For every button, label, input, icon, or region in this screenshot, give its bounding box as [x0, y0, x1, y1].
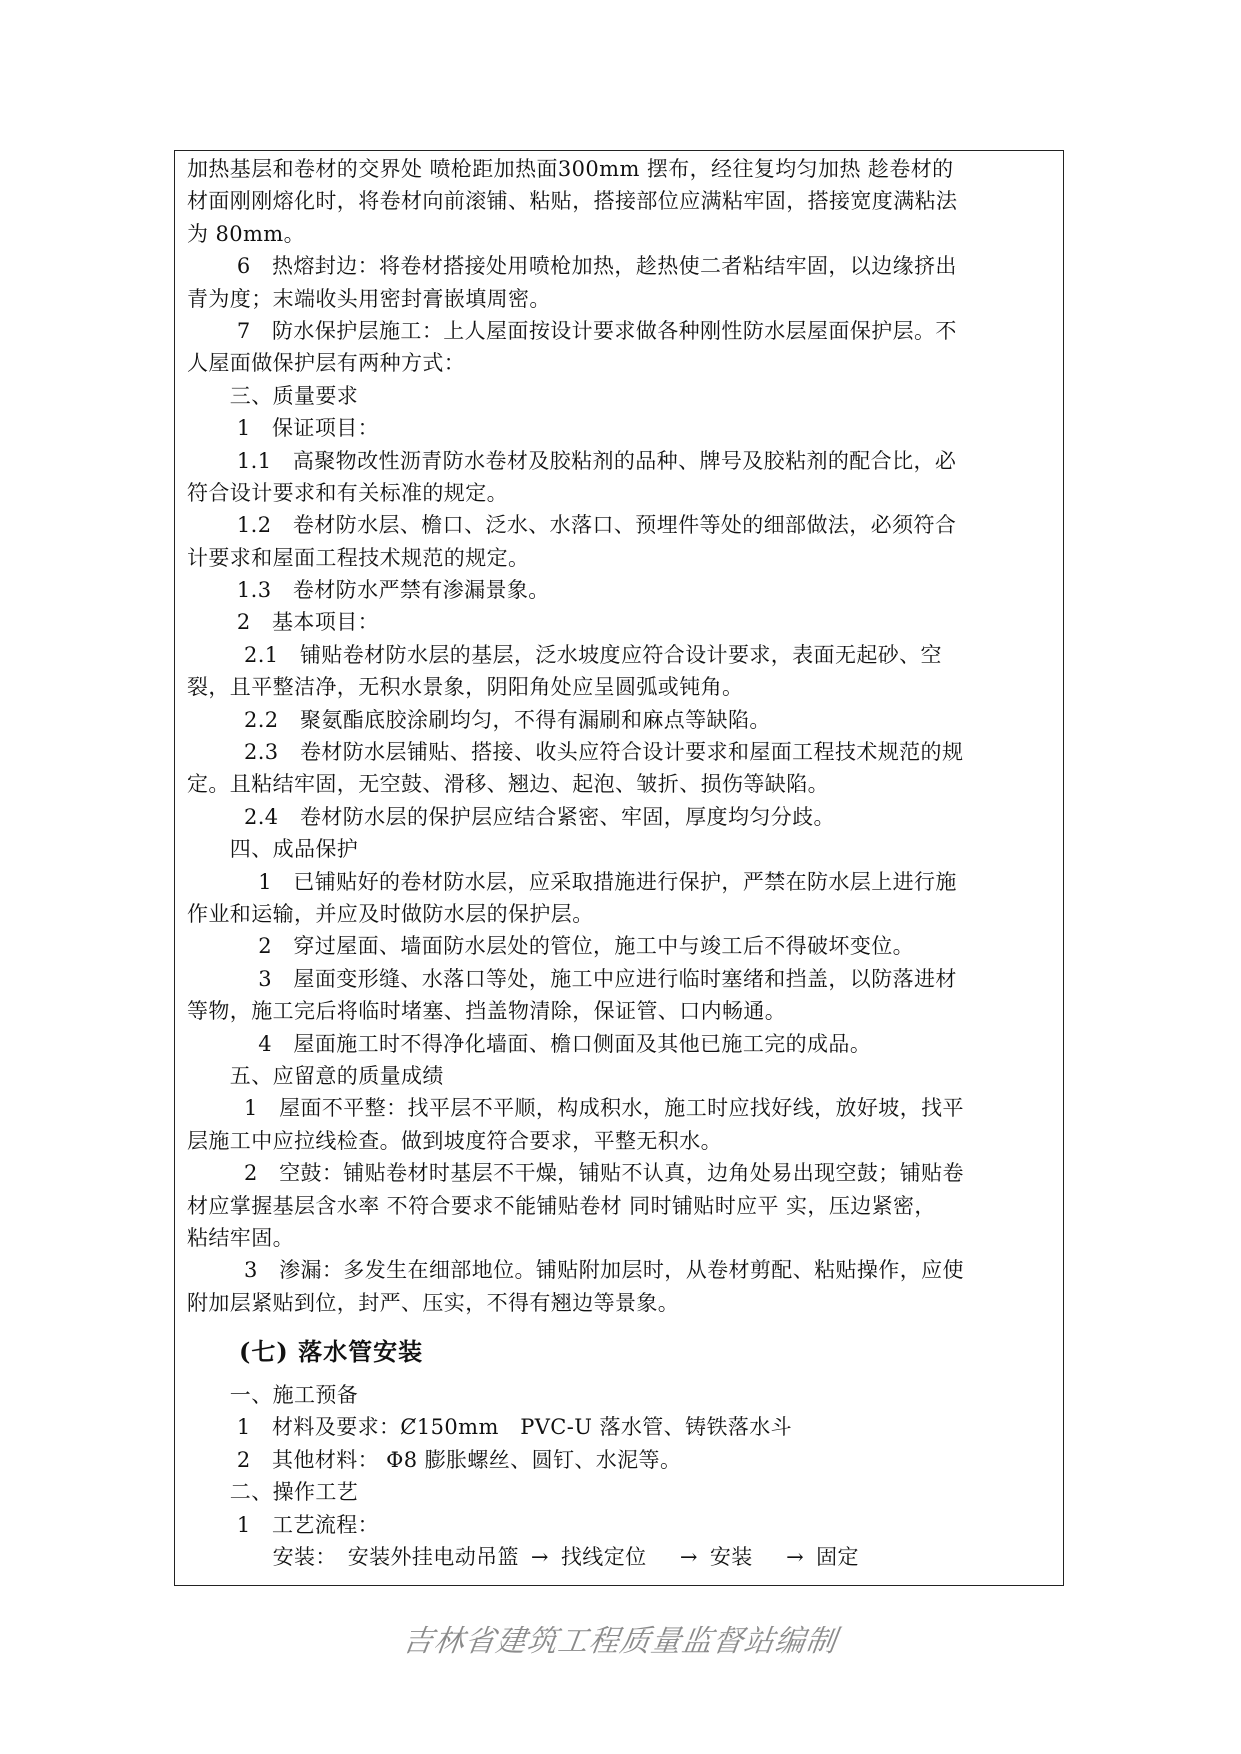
text-line: 为 80mm。: [187, 221, 306, 246]
text-line: 裂，且平整洁净，无积水景象，阴阳角处应呈圆弧或钝角。: [187, 675, 744, 700]
text-line: 二、操作工艺: [187, 1480, 359, 1505]
text-line: 一、施工预备: [187, 1383, 359, 1408]
footer-signature: 吉林省建筑工程质量监督站编制: [400, 1624, 840, 1659]
text-line: 2 穿过屋面、墙面防水层处的管位，施工中与竣工后不得破坏变位。: [187, 934, 915, 959]
flow-arrow: →: [786, 1545, 805, 1570]
text-line: 1.3 卷材防水严禁有渗漏景象。: [187, 578, 550, 603]
text-line: 1 工艺流程：: [187, 1512, 380, 1537]
text-line: 材面刚刚熔化时，将卷材向前滚铺、粘贴，搭接部位应满粘牢固，搭接宽度满粘法: [187, 189, 958, 214]
text-line: 2 其他材料： Φ8 膨胀螺丝、圆钉、水泥等。: [187, 1447, 682, 1472]
text-line: 1.1 高聚物改性沥青防水卷材及胶粘剂的品种、牌号及胶粘剂的配合比，必: [187, 448, 957, 473]
text-line: 3 屋面变形缝、水落口等处，施工中应进行临时塞绪和挡盖，以防落进材: [187, 966, 957, 991]
flow-arrow: →: [530, 1545, 549, 1570]
text-line: 层施工中应拉线检查。做到坡度符合要求，平整无积水。: [187, 1128, 722, 1153]
text-line: 定。且粘结牢固，无空鼓、滑移、翘边、起泡、皱折、损伤等缺陷。: [187, 772, 829, 797]
flow-step-fix: 固定: [816, 1545, 859, 1570]
text-line: 2.3 卷材防水层铺贴、搭接、收头应符合设计要求和屋面工程技术规范的规: [187, 740, 964, 765]
text-line: 材应掌握基层含水率 不符合要求不能铺贴卷材 同时铺贴时应平 实，压边紧密，: [187, 1193, 936, 1218]
section-heading: (七) 落水管安装: [239, 1336, 424, 1366]
text-line: 计要求和屋面工程技术规范的规定。: [187, 545, 530, 570]
text-line: 2.1 铺贴卷材防水层的基层，泛水坡度应符合设计要求，表面无起砂、空: [187, 642, 942, 667]
text-line: 3 渗漏：多发生在细部地位。铺贴附加层时，从卷材剪配、粘贴操作，应使: [187, 1258, 964, 1283]
flow-step-locate: 找线定位: [560, 1545, 668, 1570]
document-frame: [174, 150, 1064, 1586]
text-line: 作业和运输，并应及时做防水层的保护层。: [187, 901, 594, 926]
process-flow-line: [187, 1541, 1063, 1573]
text-line: 2 空鼓：铺贴卷材时基层不干燥，铺贴不认真，边角处易出现空鼓；铺贴卷: [187, 1161, 964, 1186]
text-line: 人屋面做保护层有两种方式：: [187, 351, 466, 376]
section-heading-row: [187, 1319, 1063, 1379]
flow-prefix: 安装： 安装外挂电动吊篮: [187, 1545, 519, 1570]
text-line: 1 材料及要求：Ȼ150mm PVC-U 落水管、铸铁落水斗: [187, 1415, 793, 1440]
text-line: 1 保证项目：: [187, 416, 380, 441]
text-line: 4 屋面施工时不得净化墙面、檐口侧面及其他已施工完的成品。: [187, 1031, 872, 1056]
text-line: 粘结牢固。: [187, 1225, 294, 1250]
text-line: 青为度；末端收头用密封膏嵌填周密。: [187, 286, 551, 311]
paragraph-block-b: [187, 1379, 1063, 1541]
text-line: 2.4 卷材防水层的保护层应结合紧密、牢固，厚度均匀分歧。: [187, 804, 835, 829]
paragraph-block-a: [187, 153, 1063, 1319]
text-line: 7 防水保护层施工：上人屋面按设计要求做各种刚性防水层屋面保护层。不: [187, 318, 957, 343]
text-line: 1.2 卷材防水层、檐口、泛水、水落口、预埋件等处的细部做法，必须符合: [187, 513, 957, 538]
flow-arrow: →: [679, 1545, 698, 1570]
text-line: 2.2 聚氨酯底胶涂刷均匀，不得有漏刷和麻点等缺陷。: [187, 707, 771, 732]
text-line: 等物，施工完后将临时堵塞、挡盖物清除，保证管、口内畅通。: [187, 999, 787, 1024]
flow-step-install: 安装: [709, 1545, 775, 1570]
text-line: 符合设计要求和有关标准的规定。: [187, 480, 508, 505]
text-line: 四、成品保护: [187, 837, 359, 862]
text-line: 1 屋面不平整：找平层不平顺，构成积水，施工时应找好线，放好坡，找平: [187, 1096, 964, 1121]
text-line: 三、质量要求: [187, 383, 359, 408]
text-line: 五、应留意的质量成绩: [187, 1063, 444, 1088]
text-line: 6 热熔封边：将卷材搭接处用喷枪加热，趁热使二者粘结牢固，以边缘挤出: [187, 254, 957, 279]
text-line: 附加层紧贴到位，封严、压实，不得有翘边等景象。: [187, 1290, 680, 1315]
text-line: 2 基本项目：: [187, 610, 380, 635]
text-line: 1 已铺贴好的卷材防水层，应采取措施进行保护，严禁在防水层上进行施: [187, 869, 957, 894]
text-line: 加热基层和卷材的交界处 喷枪距加热面300mm 摆布，经往复均匀加热 趁卷材的: [187, 157, 954, 181]
